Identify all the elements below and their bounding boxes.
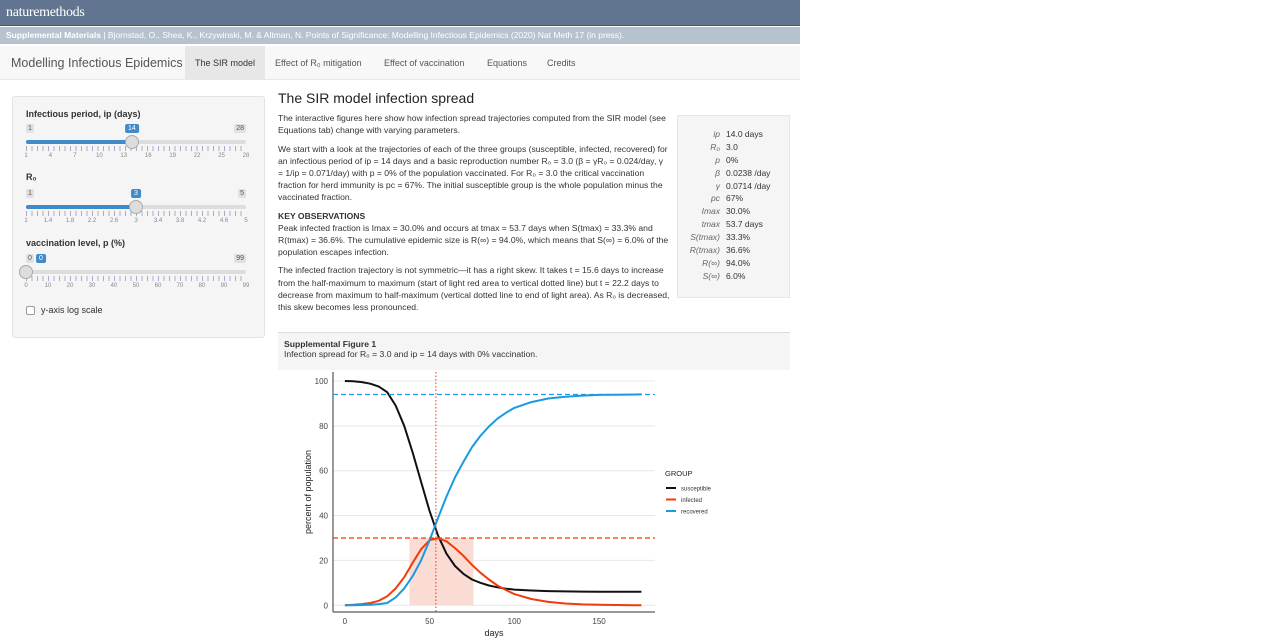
observations-paragraph: Peak infected fraction is Imax = 30.0% and occurs at tmax = 53.7 days when S(tmax) = 33.3% and R(tmax) = 36.6%. The cumulative epidemic size is R(∞) = 94.0%, which means that S(∞) = 6.0% of the population escapes infection.: [278, 222, 669, 258]
slider-tick-label: 40: [110, 283, 118, 289]
main-content: [278, 92, 670, 319]
tab-r0-mitigation[interactable]: Effect of R₀ mitigation: [275, 58, 362, 68]
slider-min: 1: [28, 125, 32, 132]
slider-fill: [26, 205, 136, 209]
slider-min: 1: [28, 190, 32, 197]
sir-chart: [280, 370, 780, 640]
citation-bar: [0, 27, 800, 44]
stat-key: pc: [711, 193, 720, 204]
stat-row: [678, 232, 789, 245]
stat-value: 0%: [726, 154, 739, 165]
stat-row: [678, 193, 789, 206]
stat-row: [678, 245, 789, 258]
slider-tick-label: 1: [24, 153, 28, 159]
slider-max: 28: [236, 125, 244, 132]
slider-tick-label: 99: [242, 283, 250, 289]
key-observations-heading: KEY OBSERVATIONS: [278, 210, 366, 221]
slider-tick-label: 1.8: [65, 218, 75, 224]
stat-value: 3.0: [726, 141, 738, 152]
stat-key: R(tmax): [689, 245, 720, 256]
y-tick-label: 20: [319, 556, 328, 566]
legend-label-susceptible: susceptible: [681, 486, 712, 493]
slider-tick-label: 19: [169, 153, 176, 159]
slider-value: 14: [125, 124, 139, 133]
x-tick-label: 0: [342, 617, 348, 626]
caption-title: Supplemental Figure 1: [284, 339, 377, 349]
stat-key: S(tmax): [690, 232, 720, 243]
stat-value: 94.0%: [726, 257, 751, 268]
stat-key: γ: [715, 180, 720, 191]
slider-tick-label: 13: [120, 153, 128, 159]
stat-key: R(∞): [702, 257, 720, 268]
y-axis-title: percent of population: [303, 449, 313, 535]
stat-value: 0.0714 /day: [726, 180, 771, 191]
journal-logo: naturemethods: [6, 5, 85, 20]
stat-row: [678, 142, 789, 155]
intro-paragraph: The interactive figures here show how infection spread trajectories computed from the SIR model (see Equations tab) change with varying parameters.: [278, 113, 666, 136]
slider-tick-label: 80: [198, 283, 206, 289]
stat-row: [678, 219, 789, 232]
log-scale-label: y-axis log scale: [41, 305, 103, 315]
y-tick-label: 80: [319, 421, 328, 431]
stat-value: 33.3%: [726, 232, 751, 243]
y-tick-label: 40: [319, 511, 328, 521]
slider-tick-label: 30: [88, 283, 96, 289]
slider-tick-label: 1: [24, 218, 28, 224]
stat-key: β: [715, 167, 720, 178]
checkbox-icon[interactable]: [26, 306, 35, 315]
legend-label-infected: infected: [681, 498, 703, 504]
ip-label: Infectious period, ip (days): [26, 109, 141, 119]
navbar: [0, 46, 800, 80]
ip-slider[interactable]: [24, 124, 250, 184]
skew-paragraph: The infected fraction trajectory is not symmetric—it has a right skew. It takes t = 15.6 days to increase from the half-maximum to maximum (start of light red area to vertical dotted line) but t = 22.2 days to decrease from maximum to half-maximum (vertical dotted line to end of light area). As R₀ is decreased, this skew becomes less pronounced.: [278, 265, 670, 313]
stat-value: 36.6%: [726, 245, 751, 256]
slider-tick-label: 60: [154, 283, 162, 289]
slider-handle[interactable]: [129, 200, 143, 214]
slider-tick-label: 22: [193, 153, 201, 159]
stat-row: [678, 181, 789, 194]
slider-tick-label: 3.4: [153, 218, 163, 224]
stat-key: R₀: [710, 141, 720, 152]
citation-text: | Bjornstad, O., Shea, K., Krzywinski, M. & Altman, N. Points of Significance: Modelling Infectious Epidemics (2020) Nat Meth 17 (in press).: [100, 30, 625, 40]
stat-row: [678, 129, 789, 142]
caption-text: Infection spread for R₀ = 3.0 and ip = 14 days with 0% vaccination.: [284, 349, 538, 359]
tab-sir-model[interactable]: The SIR model: [185, 46, 265, 80]
slider-tick-label: 2.6: [109, 218, 119, 224]
stat-key: ip: [713, 129, 720, 139]
stat-key: tmax: [701, 219, 720, 230]
slider-tick-label: 50: [132, 283, 140, 289]
stat-value: 14.0 days: [726, 129, 763, 139]
slider-tick-label: 5: [244, 218, 248, 224]
vaccination-label: vaccination level, p (%): [26, 238, 126, 248]
stat-key: S(∞): [702, 270, 720, 281]
slider-tick-label: 90: [220, 283, 228, 289]
series-infected: [345, 538, 642, 605]
journal-header: [0, 0, 800, 26]
stat-row: [678, 206, 789, 219]
setup-paragraph: We start with a look at the trajectories of each of the three groups (susceptible, infected, recovered) for an infectious period of ip = 14 days and a basic reproduction number R₀ = 3.0 (β = γR₀ = 0.024/day, γ = 1/ip = 0.071/day) with p = 0% of the population vaccinated. For R₀ = 3.0 the critical vaccination fraction for herd immunity is pc = 67%. The initial susceptible group is the whole population minus the vaccinated fraction.: [278, 143, 668, 203]
citation-label: Supplemental Materials: [6, 30, 101, 40]
stat-value: 30.0%: [726, 206, 751, 217]
slider-tick-label: 4: [48, 153, 53, 159]
slider-tick-label: 2.2: [87, 218, 97, 224]
page-title: The SIR model infection spread: [278, 90, 475, 106]
slider-tick-label: 70: [176, 283, 184, 289]
slider-tick-label: 3: [134, 218, 138, 224]
app-title[interactable]: Modelling Infectious Epidemics: [11, 56, 183, 70]
stat-value: 6.0%: [726, 270, 746, 281]
slider-tick-label: 0: [24, 283, 28, 289]
tab-credits[interactable]: Credits: [547, 58, 576, 68]
slider-handle[interactable]: [125, 135, 139, 149]
slider-tick-label: 16: [144, 153, 152, 159]
stat-key: Imax: [701, 206, 720, 217]
slider-max: 5: [240, 190, 244, 197]
slider-min: 0: [28, 255, 32, 262]
stat-value: 67%: [726, 193, 744, 204]
stat-key: p: [715, 154, 720, 165]
tab-equations[interactable]: Equations: [487, 58, 528, 68]
slider-tick-label: 4.2: [197, 218, 207, 224]
stat-value: 0.0238 /day: [726, 167, 771, 178]
stat-row: [678, 271, 789, 284]
controls-panel: [12, 96, 265, 338]
log-scale-checkbox[interactable]: [26, 305, 103, 315]
slider-tick-label: 4.6: [219, 218, 229, 224]
slider-tick-label: 10: [95, 153, 103, 159]
y-tick-label: 60: [319, 466, 328, 476]
slider-value: 3: [131, 189, 141, 198]
slider-ticks: [26, 276, 246, 281]
stat-row: [678, 258, 789, 271]
slider-tick-label: 20: [66, 283, 74, 289]
slider-tick-label: 3.8: [175, 218, 185, 224]
slider-handle[interactable]: [19, 265, 33, 279]
x-tick-label: 150: [592, 617, 606, 626]
x-tick-label: 50: [425, 617, 435, 626]
slider-tick-label: 7: [73, 153, 77, 159]
r0-label: R₀: [26, 172, 37, 182]
slider-tick-label: 1.4: [43, 218, 53, 224]
half-max-shade: [409, 538, 473, 605]
legend-title: GROUP: [665, 469, 693, 478]
slider-tick-label: 10: [44, 283, 52, 289]
stat-row: [678, 155, 789, 168]
slider-tick-label: 28: [242, 153, 250, 159]
slider-track[interactable]: [26, 270, 246, 274]
slider-value: 0: [36, 254, 46, 263]
figure-caption: [278, 332, 790, 370]
tab-vaccination[interactable]: Effect of vaccination: [384, 58, 465, 68]
slider-max: 99: [236, 255, 244, 262]
stat-value: 53.7 days: [726, 219, 763, 230]
stat-row: [678, 168, 789, 181]
slider-fill: [26, 140, 132, 144]
legend-label-recovered: recovered: [681, 509, 708, 516]
x-tick-label: 100: [507, 617, 522, 626]
y-tick-label: 100: [314, 376, 328, 386]
y-tick-label: 0: [323, 601, 328, 611]
stats-table: [677, 115, 790, 298]
x-axis-title: days: [484, 628, 504, 638]
slider-tick-label: 25: [218, 153, 225, 159]
